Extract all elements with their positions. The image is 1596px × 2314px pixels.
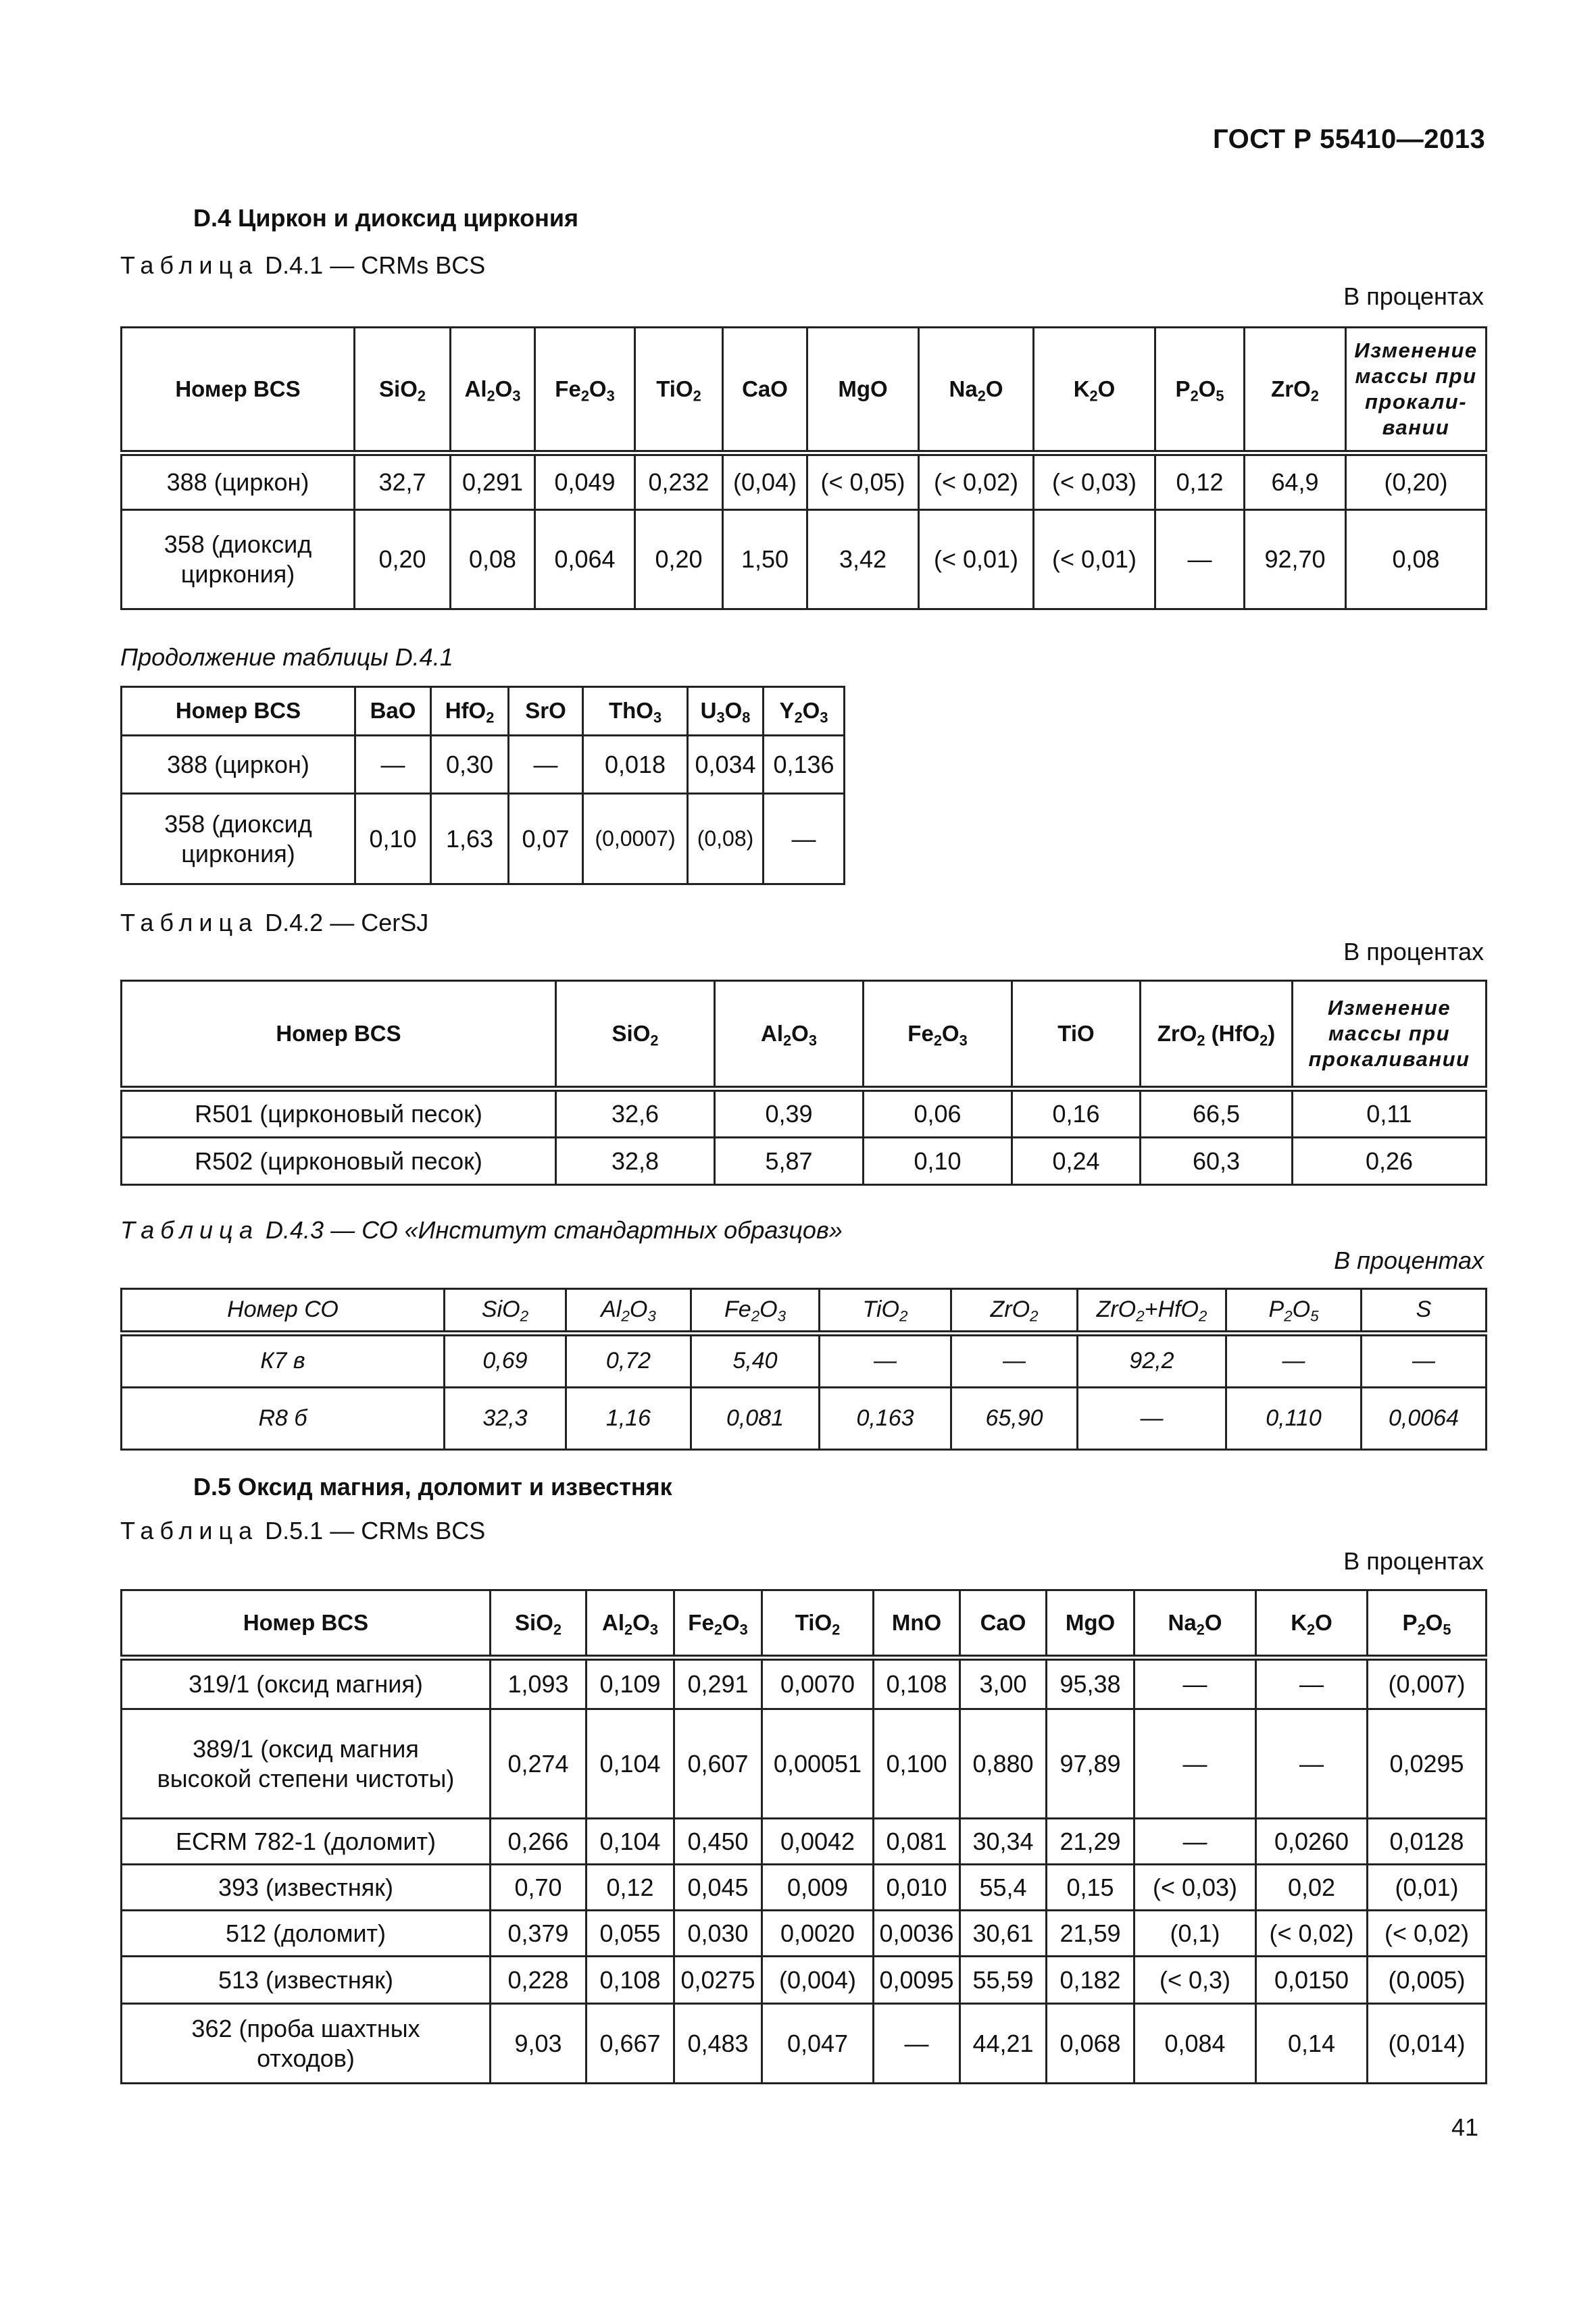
table-cell: 0,291 bbox=[451, 453, 535, 510]
table-cell: 1,50 bbox=[723, 510, 807, 609]
table-cell: 30,34 bbox=[960, 1819, 1047, 1865]
table-cell: 0,72 bbox=[566, 1334, 691, 1388]
table-cell: 21,59 bbox=[1047, 1911, 1134, 1957]
table-cell: R501 (цирконовый песок) bbox=[122, 1089, 556, 1138]
table-cell: 0,047 bbox=[762, 2004, 874, 2084]
table-cell: — bbox=[1362, 1334, 1487, 1388]
table-cell: 0,24 bbox=[1012, 1138, 1141, 1185]
header-cell: CaO bbox=[960, 1590, 1047, 1658]
table-cell: 0,70 bbox=[491, 1865, 587, 1911]
table-cell: (0,004) bbox=[762, 1957, 874, 2004]
header-cell: $P_2O_5$ bbox=[1368, 1590, 1487, 1658]
table-cell: 0,0095 bbox=[874, 1957, 960, 2004]
table-cell: 0,030 bbox=[674, 1911, 762, 1957]
table-cell: 0,02 bbox=[1256, 1865, 1368, 1911]
table-cell: 513 (известняк) bbox=[122, 1957, 491, 2004]
table-cell: (0,007) bbox=[1368, 1658, 1487, 1709]
header-cell: ZrO$_2$ bbox=[1245, 328, 1346, 453]
table-cell: 0,0064 bbox=[1362, 1388, 1487, 1450]
table-cell: 1,16 bbox=[566, 1388, 691, 1450]
table-row bbox=[122, 2004, 1487, 2084]
table-cell: (0,0007) bbox=[583, 794, 688, 884]
header-cell: BaO bbox=[355, 687, 431, 736]
unit-label: В процентах bbox=[1343, 282, 1484, 310]
table-cell: 55,59 bbox=[960, 1957, 1047, 2004]
table-cell: R8 б bbox=[122, 1388, 445, 1450]
table-d42 bbox=[120, 980, 1487, 1186]
header-cell: $K_2O$ bbox=[1034, 328, 1155, 453]
table-cell: 0,0150 bbox=[1256, 1957, 1368, 2004]
table-cell: 0,110 bbox=[1226, 1388, 1362, 1450]
table-caption-d41: Таблица D.4.1 — CRMs BCS bbox=[120, 251, 486, 279]
table-cell: 44,21 bbox=[960, 2004, 1047, 2084]
table-cell: 0,880 bbox=[960, 1709, 1047, 1819]
table-cell: 9,03 bbox=[491, 2004, 587, 2084]
table-cell: 0,0020 bbox=[762, 1911, 874, 1957]
header-cell: TiO bbox=[1012, 981, 1141, 1089]
table-cell: 0,450 bbox=[674, 1819, 762, 1865]
table-cell: 358 (диоксид циркония) bbox=[122, 794, 355, 884]
table-cell: 0,232 bbox=[635, 453, 723, 510]
table-cell: 362 (проба шахтных отходов) bbox=[122, 2004, 491, 2084]
table-cell: 319/1 (оксид магния) bbox=[122, 1658, 491, 1709]
table-cell: — bbox=[1256, 1709, 1368, 1819]
table-cell: 0,08 bbox=[451, 510, 535, 609]
header-cell: ZrO$_2$ bbox=[951, 1289, 1078, 1334]
table-cell: 3,00 bbox=[960, 1658, 1047, 1709]
header-cell: S bbox=[1362, 1289, 1487, 1334]
table-cell: 0,034 bbox=[688, 736, 764, 794]
table-cell: 0,084 bbox=[1134, 2004, 1256, 2084]
table-cell: 0,20 bbox=[355, 510, 451, 609]
table-cell: (0,014) bbox=[1368, 2004, 1487, 2084]
table-cell: 0,07 bbox=[509, 794, 583, 884]
table-cell: 1,63 bbox=[431, 794, 509, 884]
table-cell: (< 0,03) bbox=[1134, 1865, 1256, 1911]
table-cell: 0,104 bbox=[587, 1819, 674, 1865]
table-cell: — bbox=[509, 736, 583, 794]
table-cell: 0,049 bbox=[535, 453, 635, 510]
header-cell: $U_3O_8$ bbox=[688, 687, 764, 736]
header-cell: $Al_2O_3$ bbox=[587, 1590, 674, 1658]
table-cell: 95,38 bbox=[1047, 1658, 1134, 1709]
table-cell: 21,29 bbox=[1047, 1819, 1134, 1865]
table-cell: 0,108 bbox=[587, 1957, 674, 2004]
table-cell: 5,40 bbox=[691, 1334, 820, 1388]
header-cell: CaO bbox=[723, 328, 807, 453]
header-cell: SiO$_2$ bbox=[445, 1289, 566, 1334]
section-heading-d4: D.4 Циркон и диоксид циркония bbox=[193, 204, 579, 232]
header-cell: $K_2O$ bbox=[1256, 1590, 1368, 1658]
header-cell: ThO$_3$ bbox=[583, 687, 688, 736]
table-cell: 32,7 bbox=[355, 453, 451, 510]
table-cell: (0,005) bbox=[1368, 1957, 1487, 2004]
header-cell: SiO$_2$ bbox=[491, 1590, 587, 1658]
document-header: ГОСТ Р 55410—2013 bbox=[1213, 124, 1486, 154]
table-cell: 0,0275 bbox=[674, 1957, 762, 2004]
table-cell: 32,8 bbox=[556, 1138, 715, 1185]
header-cell: Номер BCS bbox=[122, 328, 355, 453]
table-cell: 0,20 bbox=[635, 510, 723, 609]
table-cell: 388 (циркон) bbox=[122, 453, 355, 510]
table-cell: 0,607 bbox=[674, 1709, 762, 1819]
header-cell-loss: Изменение массы при прокали- вании bbox=[1346, 328, 1487, 453]
table-caption-d51: Таблица D.5.1 — CRMs BCS bbox=[120, 1517, 486, 1544]
table-cell: 0,109 bbox=[587, 1658, 674, 1709]
table-cell: 0,00051 bbox=[762, 1709, 874, 1819]
table-cell: (0,1) bbox=[1134, 1911, 1256, 1957]
table-cell: 97,89 bbox=[1047, 1709, 1134, 1819]
table-cell: (< 0,03) bbox=[1034, 453, 1155, 510]
header-cell: ZrO$_2$ (HfO$_2$) bbox=[1141, 981, 1293, 1089]
table-cell: 0,009 bbox=[762, 1865, 874, 1911]
table-caption-d42: Таблица D.4.2 — CerSJ bbox=[120, 909, 429, 936]
header-cell: $Al_2O_3$ bbox=[715, 981, 864, 1089]
table-cell: (< 0,01) bbox=[1034, 510, 1155, 609]
table-cell: (0,08) bbox=[688, 794, 764, 884]
header-cell: Номер СО bbox=[122, 1289, 445, 1334]
table-cell: 0,108 bbox=[874, 1658, 960, 1709]
table-cell: 388 (циркон) bbox=[122, 736, 355, 794]
table-cell: 0,0128 bbox=[1368, 1819, 1487, 1865]
table-cell: R502 (цирконовый песок) bbox=[122, 1138, 556, 1185]
page-number: 41 bbox=[1451, 2113, 1479, 2141]
table-d41-continued bbox=[120, 686, 845, 885]
table-cell: 0,081 bbox=[874, 1819, 960, 1865]
table-cell: 0,0042 bbox=[762, 1819, 874, 1865]
header-cell: SiO$_2$ bbox=[556, 981, 715, 1089]
header-cell: $Al_2O_3$ bbox=[451, 328, 535, 453]
table-cell: 358 (диоксид циркония) bbox=[122, 510, 355, 609]
unit-label: В процентах bbox=[1343, 938, 1484, 965]
table-cell: 0,0036 bbox=[874, 1911, 960, 1957]
header-cell-loss: Изменение массы при прокаливании bbox=[1293, 981, 1487, 1089]
table-cell: — bbox=[874, 2004, 960, 2084]
table-caption-d41-continued: Продолжение таблицы D.4.1 bbox=[120, 643, 453, 671]
header-cell: Номер BCS bbox=[122, 687, 355, 736]
table-cell: 393 (известняк) bbox=[122, 1865, 491, 1911]
table-cell: (< 0,02) bbox=[919, 453, 1034, 510]
table-cell: — bbox=[764, 794, 845, 884]
table-cell: (< 0,01) bbox=[919, 510, 1034, 609]
table-cell: 0,266 bbox=[491, 1819, 587, 1865]
header-cell: TiO$_2$ bbox=[762, 1590, 874, 1658]
table-cell: 55,4 bbox=[960, 1865, 1047, 1911]
header-cell: $P_2O_5$ bbox=[1226, 1289, 1362, 1334]
table-cell: — bbox=[1134, 1658, 1256, 1709]
table-cell: 0,12 bbox=[1155, 453, 1245, 510]
table-cell: 0,39 bbox=[715, 1089, 864, 1138]
table-cell: (< 0,02) bbox=[1256, 1911, 1368, 1957]
table-cell: 0,182 bbox=[1047, 1957, 1134, 2004]
table-row bbox=[122, 1709, 1487, 1819]
table-cell: 512 (доломит) bbox=[122, 1911, 491, 1957]
table-cell: — bbox=[1078, 1388, 1226, 1450]
table-cell: 0,081 bbox=[691, 1388, 820, 1450]
table-cell: 0,274 bbox=[491, 1709, 587, 1819]
header-cell: $Al_2O_3$ bbox=[566, 1289, 691, 1334]
table-cell: (0,20) bbox=[1346, 453, 1487, 510]
table-row bbox=[122, 1957, 1487, 2004]
table-cell: — bbox=[1155, 510, 1245, 609]
table-cell: 0,26 bbox=[1293, 1138, 1487, 1185]
table-cell: 0,018 bbox=[583, 736, 688, 794]
table-cell: 0,0260 bbox=[1256, 1819, 1368, 1865]
table-cell: К7 в bbox=[122, 1334, 445, 1388]
table-cell: 0,228 bbox=[491, 1957, 587, 2004]
table-cell: — bbox=[1134, 1709, 1256, 1819]
table-cell: (0,04) bbox=[723, 453, 807, 510]
table-cell: — bbox=[1134, 1819, 1256, 1865]
table-cell: 3,42 bbox=[807, 510, 919, 609]
header-cell: $Fe_2O_3$ bbox=[864, 981, 1012, 1089]
table-cell: 0,136 bbox=[764, 736, 845, 794]
table-row bbox=[122, 1819, 1487, 1865]
table-cell: 0,15 bbox=[1047, 1865, 1134, 1911]
header-cell: MgO bbox=[807, 328, 919, 453]
table-cell: 0,483 bbox=[674, 2004, 762, 2084]
table-cell: 5,87 bbox=[715, 1138, 864, 1185]
table-cell: — bbox=[820, 1334, 951, 1388]
table-row bbox=[122, 1865, 1487, 1911]
table-cell: 0,12 bbox=[587, 1865, 674, 1911]
table-cell: 0,11 bbox=[1293, 1089, 1487, 1138]
table-cell: 0,10 bbox=[864, 1138, 1012, 1185]
table-d43 bbox=[120, 1288, 1487, 1451]
table-cell: — bbox=[951, 1334, 1078, 1388]
table-cell: (0,01) bbox=[1368, 1865, 1487, 1911]
header-cell: $Fe_2O_3$ bbox=[674, 1590, 762, 1658]
header-cell: HfO$_2$ bbox=[431, 687, 509, 736]
table-cell: — bbox=[355, 736, 431, 794]
table-cell: 0,0295 bbox=[1368, 1709, 1487, 1819]
table-cell: 32,3 bbox=[445, 1388, 566, 1450]
table-d51 bbox=[120, 1589, 1487, 2084]
table-cell: 1,093 bbox=[491, 1658, 587, 1709]
table-cell: (< 0,3) bbox=[1134, 1957, 1256, 2004]
table-cell: 0,010 bbox=[874, 1865, 960, 1911]
table-d41 bbox=[120, 326, 1487, 610]
table-row bbox=[122, 1658, 1487, 1709]
table-cell: 60,3 bbox=[1141, 1138, 1293, 1185]
header-cell: $Fe_2O_3$ bbox=[691, 1289, 820, 1334]
header-cell: TiO$_2$ bbox=[635, 328, 723, 453]
header-cell: $Na_2O$ bbox=[1134, 1590, 1256, 1658]
table-cell: — bbox=[1256, 1658, 1368, 1709]
table-cell: 0,69 bbox=[445, 1334, 566, 1388]
table-cell: 66,5 bbox=[1141, 1089, 1293, 1138]
table-cell: 92,70 bbox=[1245, 510, 1346, 609]
table-cell: 0,14 bbox=[1256, 2004, 1368, 2084]
table-cell: — bbox=[1226, 1334, 1362, 1388]
header-cell: ZrO$_2$+HfO$_2$ bbox=[1078, 1289, 1226, 1334]
table-cell: 0,08 bbox=[1346, 510, 1487, 609]
header-cell: $Y_2O_3$ bbox=[764, 687, 845, 736]
header-cell: $Fe_2O_3$ bbox=[535, 328, 635, 453]
header-cell: $Na_2O$ bbox=[919, 328, 1034, 453]
table-cell: 0,045 bbox=[674, 1865, 762, 1911]
header-cell: Номер BCS bbox=[122, 981, 556, 1089]
table-cell: 0,16 bbox=[1012, 1089, 1141, 1138]
table-cell: 0,10 bbox=[355, 794, 431, 884]
table-cell: 0,667 bbox=[587, 2004, 674, 2084]
table-cell: 65,90 bbox=[951, 1388, 1078, 1450]
header-cell: $P_2O_5$ bbox=[1155, 328, 1245, 453]
header-cell: Номер BCS bbox=[122, 1590, 491, 1658]
table-cell: 0,06 bbox=[864, 1089, 1012, 1138]
table-cell: ECRM 782-1 (доломит) bbox=[122, 1819, 491, 1865]
table-cell: 0,064 bbox=[535, 510, 635, 609]
header-cell: MnO bbox=[874, 1590, 960, 1658]
table-caption-d43: Таблица D.4.3 — СО «Институт стандартных образцов» bbox=[120, 1216, 843, 1244]
header-cell: SiO$_2$ bbox=[355, 328, 451, 453]
table-cell: 0,30 bbox=[431, 736, 509, 794]
header-cell: SrO bbox=[509, 687, 583, 736]
table-cell: 0,068 bbox=[1047, 2004, 1134, 2084]
section-heading-d5: D.5 Оксид магния, доломит и известняк bbox=[193, 1473, 672, 1501]
table-cell: 32,6 bbox=[556, 1089, 715, 1138]
table-cell: (< 0,02) bbox=[1368, 1911, 1487, 1957]
unit-label: В процентах bbox=[1334, 1247, 1484, 1274]
table-cell: (< 0,05) bbox=[807, 453, 919, 510]
table-cell: 30,61 bbox=[960, 1911, 1047, 1957]
table-cell: 0,100 bbox=[874, 1709, 960, 1819]
table-cell: 0,291 bbox=[674, 1658, 762, 1709]
table-row bbox=[122, 1911, 1487, 1957]
table-cell: 92,2 bbox=[1078, 1334, 1226, 1388]
table-cell: 0,163 bbox=[820, 1388, 951, 1450]
table-cell: 64,9 bbox=[1245, 453, 1346, 510]
table-cell: 0,379 bbox=[491, 1911, 587, 1957]
table-cell: 0,0070 bbox=[762, 1658, 874, 1709]
header-cell: MgO bbox=[1047, 1590, 1134, 1658]
unit-label: В процентах bbox=[1343, 1547, 1484, 1575]
header-cell: TiO$_2$ bbox=[820, 1289, 951, 1334]
table-cell: 0,055 bbox=[587, 1911, 674, 1957]
table-cell: 0,104 bbox=[587, 1709, 674, 1819]
table-cell: 389/1 (оксид магния высокой степени чистоты) bbox=[122, 1709, 491, 1819]
